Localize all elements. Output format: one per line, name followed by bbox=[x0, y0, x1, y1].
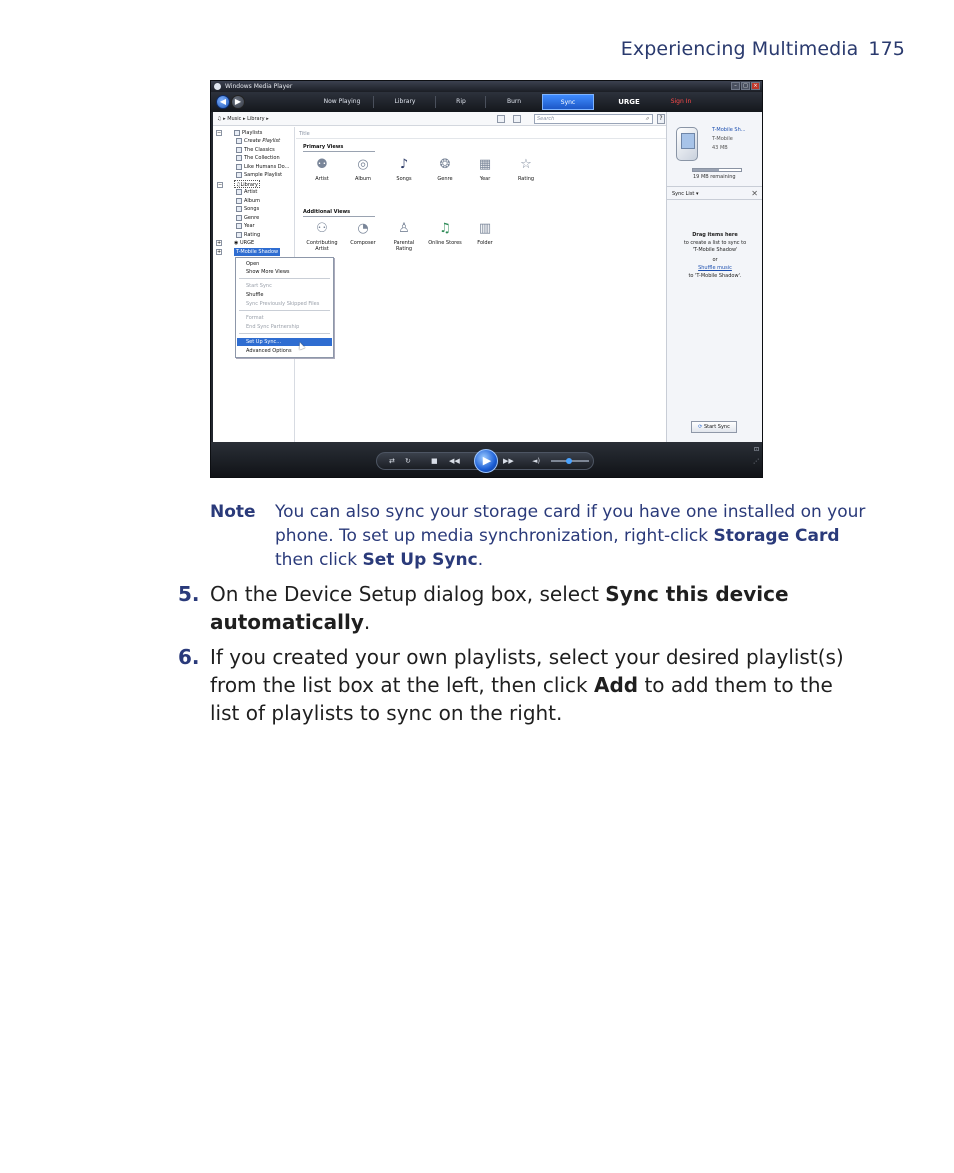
menu-shuffle[interactable]: Shuffle bbox=[246, 292, 264, 298]
stop-icon[interactable]: ■ bbox=[431, 457, 438, 465]
tree-genre[interactable]: Genre bbox=[236, 214, 259, 222]
address-bar bbox=[213, 112, 666, 126]
device-size: 43 MB bbox=[712, 145, 728, 151]
tree-like-humans-do[interactable]: Like Humans Do... bbox=[236, 163, 289, 171]
primary-views-title: Primary Views bbox=[303, 144, 375, 152]
breadcrumb-arrow-icon: ▸ bbox=[266, 116, 269, 122]
forward-arrow-icon[interactable]: ▶ bbox=[231, 95, 245, 109]
folder-icon: ▥ bbox=[478, 221, 492, 236]
playlist-icon bbox=[234, 130, 240, 136]
dropdown-arrow-icon[interactable]: ▾ bbox=[695, 191, 699, 197]
breadcrumb-arrow-icon: ▸ bbox=[243, 116, 248, 122]
volume-slider[interactable] bbox=[551, 460, 589, 462]
parental-rating-icon: ♙ bbox=[398, 221, 410, 236]
collapse-icon[interactable]: − bbox=[218, 182, 223, 188]
sync-list-header[interactable] bbox=[667, 186, 763, 200]
shuffle-music-link[interactable]: Shuffle music bbox=[698, 265, 732, 271]
view-songs[interactable]: ♪ Songs bbox=[396, 157, 412, 182]
playlist-icon bbox=[236, 172, 242, 178]
sync-icon: ⟳ bbox=[698, 424, 703, 430]
view-rating[interactable]: ☆ Rating bbox=[517, 157, 535, 182]
year-icon bbox=[236, 223, 242, 229]
tree-playlists[interactable]: − Playlists bbox=[217, 130, 263, 136]
tree-sample-playlist[interactable]: Sample Playlist bbox=[236, 171, 282, 179]
view-contributing-artist[interactable]: ⚇ Contributing Artist bbox=[306, 221, 338, 252]
tree-library[interactable]: − ♫Library bbox=[218, 182, 258, 188]
view-options-icon[interactable] bbox=[513, 115, 521, 123]
rating-icon bbox=[236, 232, 242, 238]
maximize-icon[interactable]: □ bbox=[741, 82, 750, 90]
minimize-icon[interactable]: – bbox=[731, 82, 740, 90]
tab-library[interactable]: Library bbox=[394, 98, 416, 105]
transport-controls bbox=[211, 442, 762, 478]
tree-device[interactable]: + T-Mobile Shadow bbox=[217, 249, 279, 255]
tree-the-classics[interactable]: The Classics bbox=[236, 146, 275, 154]
album-icon bbox=[236, 198, 242, 204]
note-text: You can also sync your storage card if you have one installed on your phone. To set up media synchronization, right-click Storage Card then click Set Up Sync. bbox=[275, 502, 866, 570]
tree-the-collection[interactable]: The Collection bbox=[236, 154, 280, 162]
wmp-titlebar bbox=[211, 81, 762, 92]
playlist-icon bbox=[236, 164, 242, 170]
tab-separator bbox=[485, 96, 486, 108]
menu-format[interactable]: Format bbox=[246, 315, 264, 321]
menu-start-sync[interactable]: Start Sync bbox=[246, 283, 272, 289]
close-icon[interactable]: × bbox=[751, 82, 760, 90]
library-content bbox=[296, 127, 666, 442]
drag-items-line2: 'T-Mobile Shadow' bbox=[692, 247, 738, 253]
music-note-icon: ♫ bbox=[217, 116, 222, 122]
repeat-icon[interactable]: ↻ bbox=[405, 457, 411, 465]
breadcrumb-library[interactable]: Library bbox=[247, 116, 265, 122]
menu-sync-skipped[interactable]: Sync Previously Skipped Files bbox=[246, 301, 320, 307]
rating-icon: ☆ bbox=[520, 157, 532, 172]
view-genre[interactable]: ❂ Genre bbox=[437, 157, 453, 182]
playlist-icon bbox=[236, 147, 242, 153]
clear-list-icon[interactable]: ✕ bbox=[751, 189, 758, 198]
contributing-artist-icon: ⚇ bbox=[316, 221, 328, 236]
drag-items-title: Drag items here bbox=[692, 232, 738, 238]
additional-views-title: Additional Views bbox=[303, 209, 375, 217]
shuffle-icon[interactable]: ⇄ bbox=[389, 457, 395, 465]
tab-urge[interactable]: URGE bbox=[618, 98, 640, 106]
step-number: 6. bbox=[178, 645, 200, 669]
view-artist[interactable]: ⚉ Artist bbox=[315, 157, 329, 182]
search-placeholder: Search bbox=[537, 116, 555, 122]
expand-icon[interactable]: + bbox=[217, 249, 222, 255]
tree-rating[interactable]: Rating bbox=[236, 231, 260, 239]
search-icon[interactable]: ⌕ bbox=[645, 115, 649, 122]
menu-show-more-views[interactable]: Show More Views bbox=[246, 269, 290, 275]
tab-separator bbox=[373, 96, 374, 108]
device-brand: T-Mobile bbox=[712, 136, 733, 142]
composer-icon: ◔ bbox=[357, 221, 369, 236]
view-composer[interactable]: ◔ Composer bbox=[350, 221, 376, 246]
sync-list-label[interactable]: Sync List bbox=[672, 191, 695, 197]
phone-device-icon bbox=[676, 127, 698, 161]
online-stores-icon: ♫ bbox=[439, 221, 451, 236]
wmp-navbar bbox=[211, 92, 762, 112]
tree-songs[interactable]: Songs bbox=[236, 205, 259, 213]
playlist-icon bbox=[236, 138, 242, 144]
tab-sync[interactable]: Sync bbox=[542, 94, 594, 110]
songs-icon: ♪ bbox=[399, 157, 409, 172]
tab-now-playing[interactable]: Now Playing bbox=[323, 98, 361, 105]
capacity-bar bbox=[692, 168, 742, 172]
tree-year[interactable]: Year bbox=[236, 222, 255, 230]
section-title: Experiencing Multimedia bbox=[620, 38, 859, 60]
search-input[interactable] bbox=[534, 114, 653, 124]
remaining-space: 19 MB remaining bbox=[693, 174, 736, 180]
year-icon: ▦ bbox=[478, 157, 492, 172]
capacity-fill bbox=[693, 169, 719, 171]
view-online-stores[interactable]: ♫ Online Stores bbox=[428, 221, 462, 246]
shuffle-target-text: to 'T-Mobile Shadow'. bbox=[688, 273, 742, 279]
drag-items-line1: to create a list to sync to bbox=[683, 240, 747, 246]
view-folder[interactable]: ▥ Folder bbox=[477, 221, 493, 246]
page-number: 175 bbox=[868, 38, 905, 60]
mute-icon[interactable]: ◄) bbox=[532, 457, 541, 465]
wmp-body bbox=[213, 112, 762, 442]
page-header bbox=[621, 38, 905, 60]
sign-in-link[interactable]: Sign In bbox=[670, 98, 692, 105]
tree-album[interactable]: Album bbox=[236, 197, 260, 205]
view-album[interactable]: ◎ Album bbox=[354, 157, 372, 182]
previous-icon[interactable]: ◀◀ bbox=[449, 457, 460, 465]
mini-mode-icon[interactable]: ⊡ bbox=[753, 446, 759, 453]
column-header-title[interactable]: Title bbox=[296, 129, 666, 139]
layout-options-icon[interactable] bbox=[497, 115, 505, 123]
step-text: If you created your own playlists, select your desired playlist(s) from the list box at the left, then click Add to add them to the list of playlists to sync on the right. bbox=[210, 645, 844, 725]
album-icon: ◎ bbox=[357, 157, 369, 172]
breadcrumb-music[interactable]: Music bbox=[227, 116, 242, 122]
songs-icon bbox=[236, 206, 242, 212]
urge-icon: ◉ bbox=[234, 240, 239, 246]
collapse-icon[interactable]: − bbox=[217, 130, 222, 136]
back-arrow-icon[interactable]: ◀ bbox=[216, 95, 230, 109]
menu-advanced-options[interactable]: Advanced Options bbox=[246, 348, 292, 354]
menu-end-sync[interactable]: End Sync Partnership bbox=[246, 324, 300, 330]
genre-icon bbox=[236, 215, 242, 221]
nav-arrows bbox=[216, 95, 245, 109]
step-text: On the Device Setup dialog box, select Sync this device automatically. bbox=[210, 582, 789, 634]
artist-icon: ⚉ bbox=[316, 157, 328, 172]
step-number: 5. bbox=[178, 582, 200, 606]
breadcrumb-arrow-icon: ▸ bbox=[223, 116, 228, 122]
menu-set-up-sync[interactable]: Set Up Sync... bbox=[237, 338, 332, 346]
resize-grip-icon[interactable]: ⋰ bbox=[753, 458, 759, 465]
note-label: Note bbox=[210, 502, 256, 522]
tree-create-playlist[interactable]: Create Playlist bbox=[236, 137, 280, 145]
view-year[interactable]: ▦ Year bbox=[478, 157, 492, 182]
view-parental-rating[interactable]: ♙ Parental Rating bbox=[393, 221, 415, 252]
sync-pane bbox=[666, 112, 762, 442]
expand-icon[interactable]: + bbox=[217, 240, 222, 246]
tree-artist[interactable]: Artist bbox=[236, 188, 257, 196]
start-sync-button[interactable]: ⟳ Start Sync bbox=[691, 421, 737, 433]
tab-separator bbox=[435, 96, 436, 108]
tree-urge[interactable]: + ◉ URGE bbox=[217, 240, 255, 246]
wmp-screenshot bbox=[210, 80, 763, 478]
music-note-icon: ♫ bbox=[236, 182, 241, 188]
window-controls bbox=[731, 82, 760, 90]
menu-open[interactable]: Open bbox=[246, 261, 260, 267]
volume-knob[interactable] bbox=[566, 458, 572, 464]
artist-icon bbox=[236, 189, 242, 195]
tab-rip[interactable]: Rip bbox=[456, 98, 466, 105]
tab-burn[interactable]: Burn bbox=[506, 98, 522, 105]
or-text: or bbox=[712, 257, 718, 263]
playlist-icon bbox=[236, 155, 242, 161]
next-icon[interactable]: ▶▶ bbox=[503, 457, 514, 465]
genre-icon: ❂ bbox=[439, 157, 451, 172]
wmp-window-title: Windows Media Player bbox=[225, 83, 293, 90]
help-icon[interactable]: ? bbox=[657, 114, 665, 124]
play-button[interactable] bbox=[474, 449, 498, 473]
wmp-app-icon bbox=[214, 83, 221, 90]
play-icon: ▶ bbox=[482, 454, 492, 467]
device-name[interactable]: T-Mobile Sh... bbox=[712, 127, 746, 133]
